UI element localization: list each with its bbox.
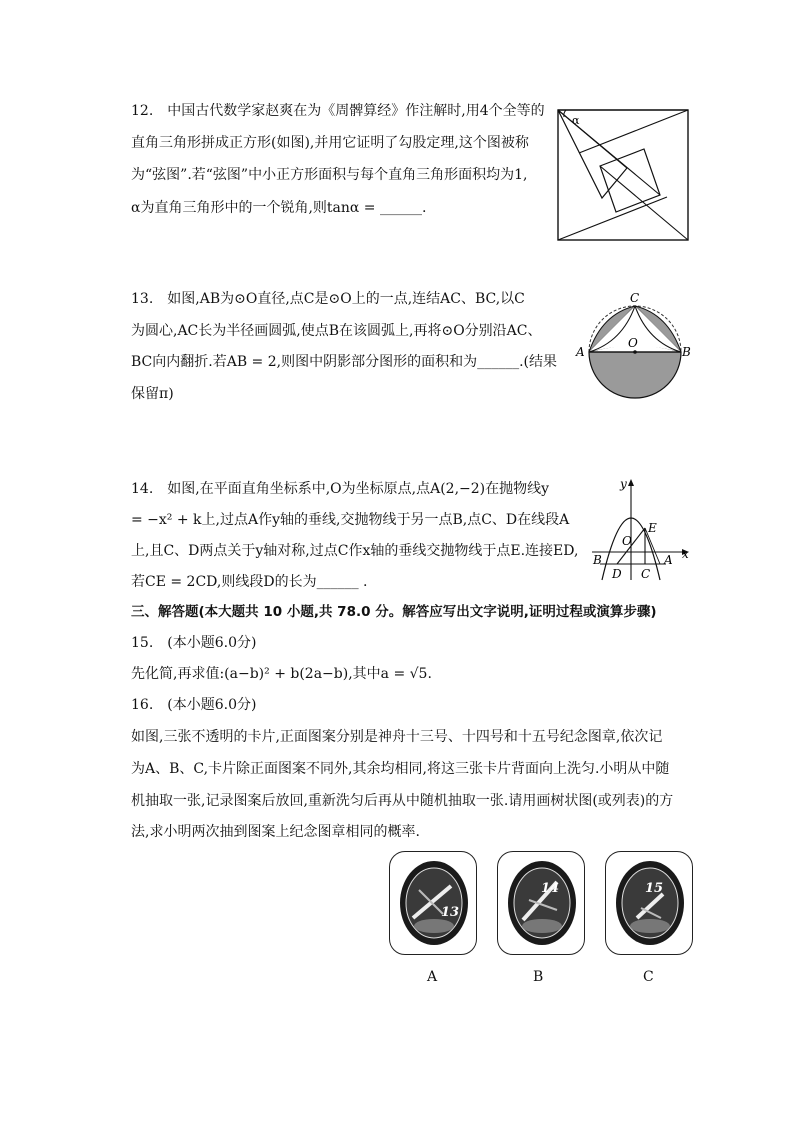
badge-number: 15: [645, 881, 664, 896]
q13-line-3: BC向内翻折.若AB = 2,则图中阴影部分图形的面积和为______.(结果: [131, 354, 558, 370]
badge-number: 14: [541, 881, 560, 896]
badge-number: 13: [441, 905, 460, 920]
q13-line-1: 13. 如图,AB为⊙O直径,点C是⊙O上的一点,连结AC、BC,以C: [131, 291, 525, 307]
point-d-label: D: [612, 567, 622, 581]
q12-line-4: α为直角三角形中的一个锐角,则tanα = ______.: [131, 200, 427, 216]
q16-header: 16. (本小题6.0分): [131, 697, 257, 713]
shenzhou-13-badge-icon: [399, 860, 469, 946]
origin-label: O: [622, 534, 632, 548]
point-e-label: E: [648, 521, 657, 535]
q16-line-4: 法,求小明两次抽到图案上纪念图章相同的概率.: [131, 824, 420, 840]
q14-line-1: 14. 如图,在平面直角坐标系中,O为坐标原点,点A(2,−2)在抛物线y: [131, 481, 550, 497]
point-o-label: O: [628, 336, 638, 350]
shenzhou-15-badge-icon: [615, 860, 685, 946]
q12-line-3: 为“弦图”.若“弦图”中小正方形面积与每个直角三角形面积均为1,: [131, 167, 528, 183]
q12-line-1: 12. 中国古代数学家赵爽在为《周髀算经》作注解时,用4个全等的: [131, 103, 545, 119]
q16-line-2: 为A、B、C,卡片除正面图案不同外,其余均相同,将这三张卡片背面向上洗匀.小明从中随: [131, 761, 670, 777]
point-c-label: C: [641, 567, 651, 581]
point-b-label: B: [682, 345, 691, 359]
point-c-label: C: [630, 291, 640, 305]
x-axis-label: x: [682, 547, 689, 561]
q12-figure-xian-tu: [556, 108, 690, 242]
q15-header: 15. (本小题6.0分): [131, 635, 257, 651]
point-a-label: A: [664, 553, 673, 567]
card-a: [389, 851, 477, 955]
q12-line-2: 直角三角形拼成正方形(如图),并用它证明了勾股定理,这个图被称: [131, 135, 529, 151]
section-3-heading: 三、解答题(本大题共 10 小题,共 78.0 分。解答应写出文字说明,证明过程或演算步骤): [131, 604, 657, 620]
q13-line-2: 为圆心,AC长为半径画圆弧,使点B在该圆弧上,再将⊙O分别沿AC、: [131, 323, 542, 339]
q13-line-4: 保留π): [131, 386, 174, 402]
card-c-label: C: [643, 969, 654, 985]
card-c: [605, 851, 693, 955]
q14-line-2: = −x² + k上,过点A作y轴的垂线,交抛物线于另一点B,点C、D在线段A: [131, 512, 570, 528]
q15-text: 先化简,再求值:(a−b)² + b(2a−b),其中a = √5.: [131, 666, 432, 682]
q14-figure-parabola: [590, 476, 694, 584]
q16-line-1: 如图,三张不透明的卡片,正面图案分别是神舟十三号、十四号和十五号纪念图章,依次记: [131, 729, 663, 745]
point-b-label: B: [593, 553, 602, 567]
alpha-label: α: [572, 114, 580, 127]
card-b: [497, 851, 585, 955]
shenzhou-14-badge-icon: [507, 860, 577, 946]
q14-line-3: 上,且C、D两点关于y轴对称,过点C作x轴的垂线交抛物线于点E.连接ED,: [131, 543, 579, 559]
q13-figure-circle: [572, 290, 696, 406]
point-a-label: A: [576, 345, 585, 359]
q16-line-3: 机抽取一张,记录图案后放回,重新洗匀后再从中随机抽取一张.请用画树状图(或列表)的方: [131, 793, 674, 809]
card-b-label: B: [533, 969, 544, 985]
y-axis-label: y: [620, 477, 627, 491]
card-a-label: A: [427, 969, 438, 985]
q14-line-4: 若CE = 2CD,则线段D的长为______ .: [131, 574, 368, 590]
